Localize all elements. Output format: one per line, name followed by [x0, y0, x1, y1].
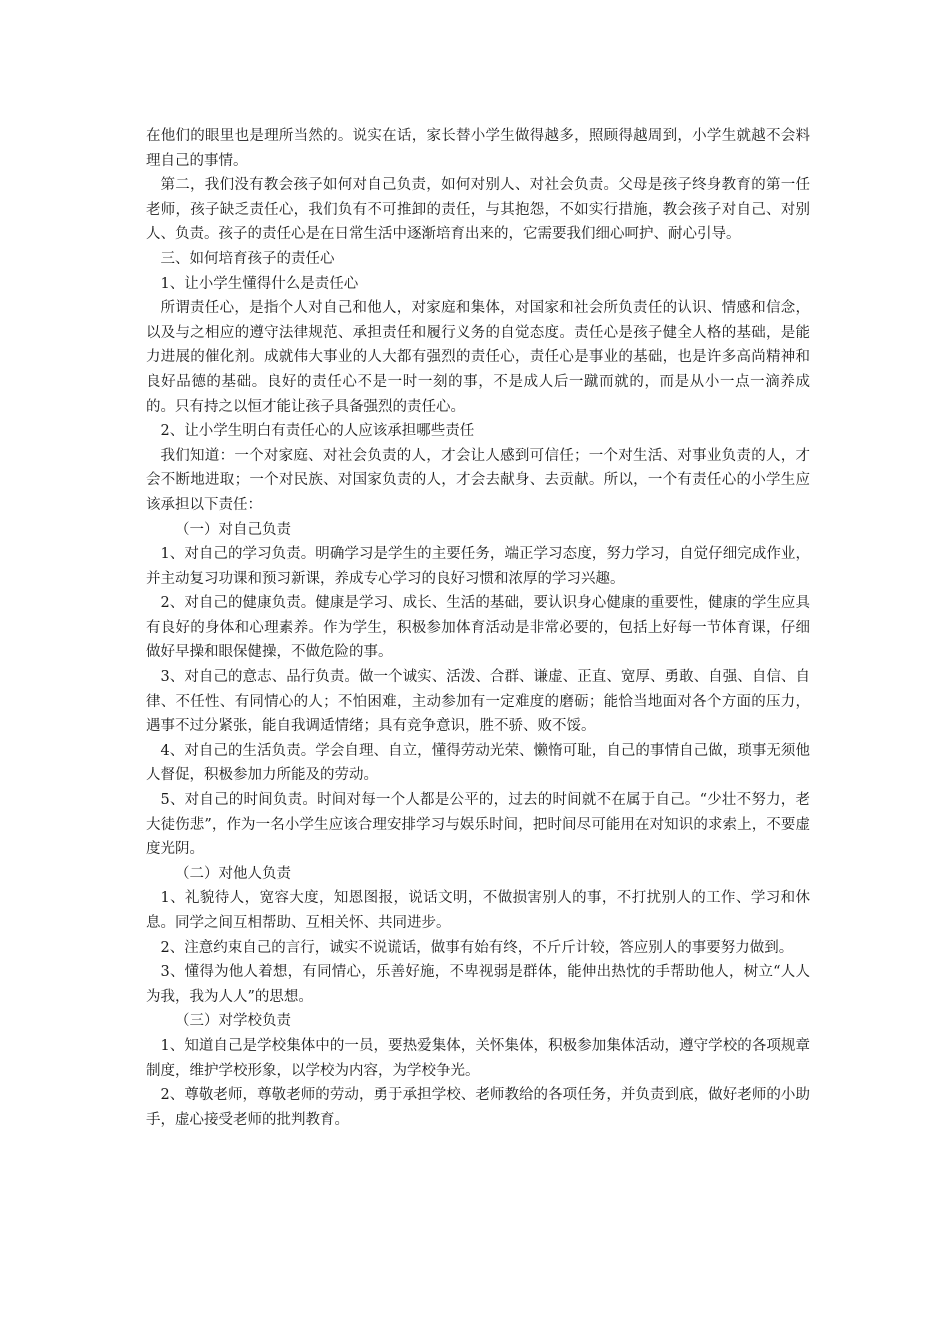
list-item: 5、对自己的时间负责。时间对每一个人都是公平的，过去的时间就不在属于自己。“少壮不努力，老大徒伤悲”，作为一名小学生应该合理安排学习与娱乐时间，把时间尽可能用在对知识的求索上，不要虚度光阴。 [146, 792, 810, 858]
list-item: 1、礼貌待人，宽容大度，知恩图报，说话文明，不做损害别人的事，不打扰别人的工作、学习和休息。同学之间互相帮助、互相关怀、共同进步。 [146, 890, 810, 931]
subsection-heading: （一）对自己负责 [175, 521, 291, 538]
list-item: 4、对自己的生活负责。学会自理、自立，懂得劳动光荣、懒惰可耻，自己的事情自己做，琐事无须他人督促，积极参加力所能及的劳动。 [146, 742, 810, 784]
list-item: 2、尊敬老师，尊敬老师的劳动，勇于承担学校、老师教给的各项任务，并负责到底，做好老师的小助手，虚心接受老师的批判教育。 [146, 1087, 810, 1128]
paragraph: 我们知道：一个对家庭、对社会负责的人，才会让人感到可信任；一个对生活、对事业负责的人，才会不断地进取；一个对民族、对国家负责的人，才会去献身、去贡献。所以，一个有责任心的小学生应该承担以下责任： [146, 447, 810, 513]
subsection-heading: （二）对他人负责 [175, 865, 291, 882]
document-body [146, 124, 810, 1132]
list-item: 2、注意约束自己的言行，诚实不说谎话，做事有始有终，不斤斤计较，答应别人的事要努力做到。 [160, 939, 794, 956]
section-heading: 三、如何培育孩子的责任心 [160, 250, 335, 267]
list-item: 1、对自己的学习负责。明确学习是学生的主要任务，端正学习态度，努力学习，自觉仔细完成作业，并主动复习功课和预习新课，养成专心学习的良好习惯和浓厚的学习兴趣。 [146, 546, 810, 587]
list-item: 3、懂得为他人着想，有同情心，乐善好施，不卑视弱是群体，能伸出热忱的手帮助他人，树立“人人为我，我为人人”的思想。 [146, 964, 810, 1005]
paragraph: 在他们的眼里也是理所当然的。说实在话，家长替小学生做得越多，照顾得越周到，小学生就越不会料理自己的事情。 [146, 128, 810, 169]
list-item: 2、对自己的健康负责。健康是学习、成长、生活的基础，要认识身心健康的重要性，健康的学生应具有良好的身体和心理素养。作为学生，积极参加体育活动是非常必要的，包括上好每一节体育课，仔细做好早操和眼保健操，不做危险的事。 [146, 595, 810, 661]
subsection-heading: 1、让小学生懂得什么是责任心 [160, 275, 359, 292]
paragraph: 第二，我们没有教会孩子如何对自己负责，如何对别人、对社会负责。父母是孩子终身教育的第一任老师，孩子缺乏责任心，我们负有不可推卸的责任，与其抱怨，不如实行措施，教会孩子对自己、对别人、负责。孩子的责任心是在日常生活中逐渐培育出来的，它需要我们细心呵护、耐心引导。 [146, 177, 810, 243]
subsection-heading: 2、让小学生明白有责任心的人应该承担哪些责任 [160, 423, 475, 440]
list-item: 3、对自己的意志、品行负责。做一个诚实、活泼、合群、谦虚、正直、宽厚、勇敢、自强、自信、自律、不任性、有同情心的人；不怕困难，主动参加有一定难度的磨砺；能恰当地面对各个方面的压力，遇事不过分紧张，能自我调适情绪；具有竞争意识，胜不骄、败不馁。 [146, 669, 810, 735]
subsection-heading: （三）对学校负责 [175, 1013, 291, 1030]
paragraph: 所谓责任心，是指个人对自己和他人，对家庭和集体，对国家和社会所负责任的认识、情感和信念，以及与之相应的遵守法律规范、承担责任和履行义务的自觉态度。责任心是孩子健全人格的基础，是能力进展的催化剂。成就伟大事业的人大都有强烈的责任心，责任心是事业的基础，也是许多高尚精神和良好品德的基础。良好的责任心不是一时一刻的事，不是成人后一蹴而就的，而是从小一点一滴养成的。只有持之以恒才能让孩子具备强烈的责任心。 [146, 300, 810, 415]
list-item: 1、知道自己是学校集体中的一员，要热爱集体，关怀集体，积极参加集体活动，遵守学校的各项规章制度，维护学校形象，以学校为内容，为学校争光。 [146, 1037, 810, 1079]
